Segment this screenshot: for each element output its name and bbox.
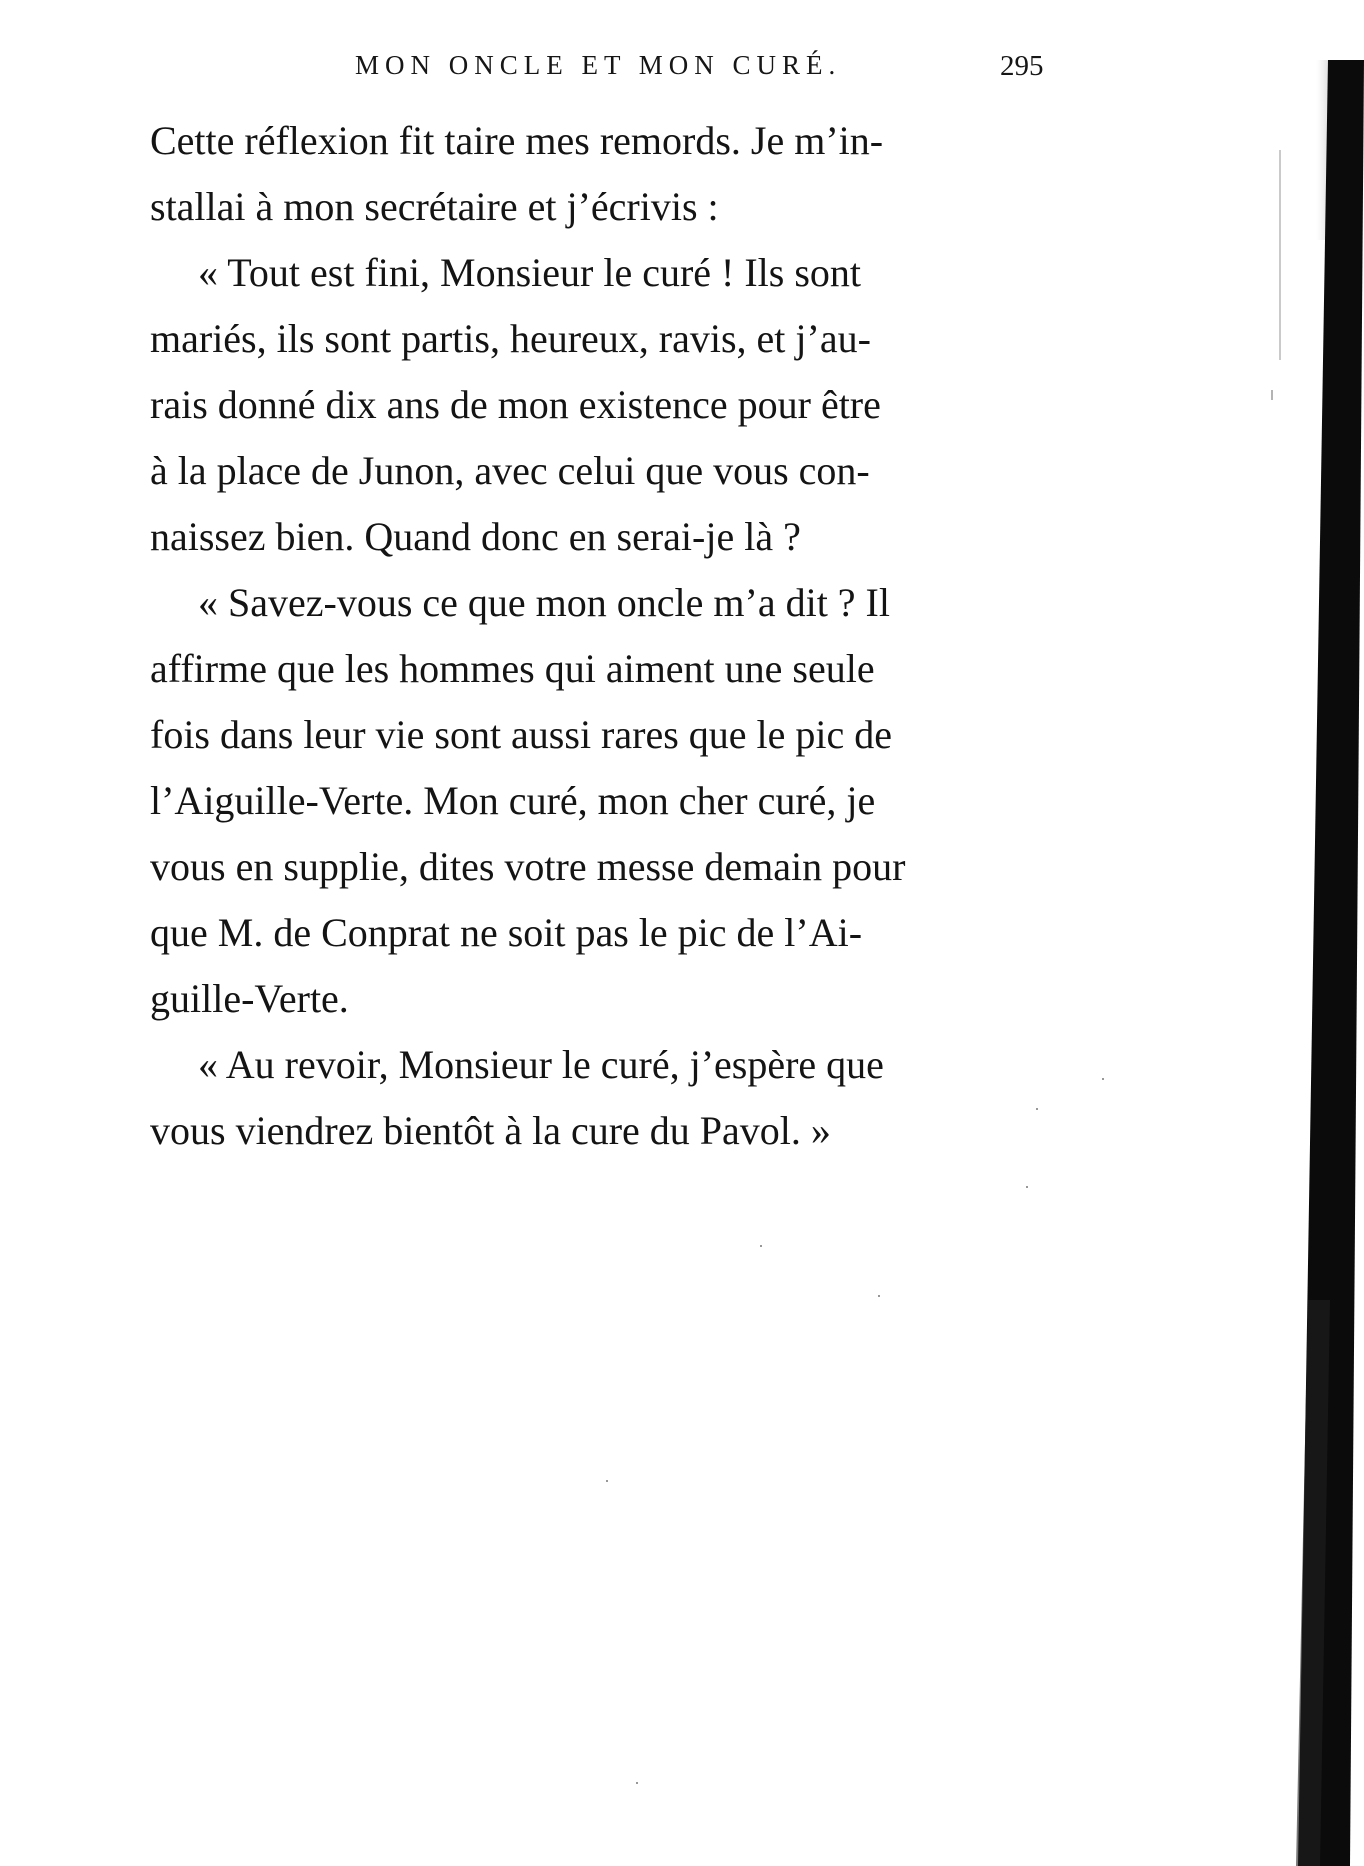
paragraph (150, 570, 1060, 1032)
text-line: stallai à mon secrétaire et j’écrivis : (150, 184, 719, 229)
text-line: fois dans leur vie sont aussi rares que le pic de (150, 712, 893, 757)
text-line: « Savez-vous ce que mon oncle m’a dit ? Il (198, 580, 890, 625)
paragraph (150, 108, 1060, 240)
text-line: « Tout est fini, Monsieur le curé ! Ils sont (198, 250, 862, 295)
body-text (150, 108, 1060, 1164)
text-line: Cette réflexion fit taire mes remords. Je m’in- (150, 118, 884, 163)
text-line: l’Aiguille-Verte. Mon curé, mon cher curé, je (150, 778, 876, 823)
text-line: « Au revoir, Monsieur le curé, j’espère que (198, 1042, 884, 1087)
paper-speck (878, 1295, 880, 1297)
text-line: naissez bien. Quand donc en serai-je là ? (150, 514, 801, 559)
page-edge-shadow (1180, 0, 1364, 1866)
text-line: guille-Verte. (150, 976, 349, 1021)
text-line: vous en supplie, dites votre messe demain pour (150, 844, 906, 889)
paper-speck (1036, 1108, 1038, 1110)
text-line: vous viendrez bientôt à la cure du Pavol. » (150, 1108, 831, 1153)
page-number: 295 (1000, 50, 1044, 82)
text-line: affirme que les hommes qui aiment une seule (150, 646, 875, 691)
text-line: mariés, ils sont partis, heureux, ravis, et j’au- (150, 316, 871, 361)
paper-speck (1026, 1186, 1028, 1188)
paragraph (150, 1032, 1060, 1164)
paper-speck (760, 1245, 762, 1247)
text-line: que M. de Conprat ne soit pas le pic de l’Ai- (150, 910, 863, 955)
text-line: à la place de Junon, avec celui que vous con- (150, 448, 870, 493)
paper-speck (1102, 1078, 1104, 1080)
paper-speck (606, 1480, 608, 1482)
running-title: MON ONCLE ET MON CURÉ. (355, 50, 842, 80)
paragraph (150, 240, 1060, 570)
paper-speck (636, 1782, 638, 1784)
text-line: rais donné dix ans de mon existence pour être (150, 382, 881, 427)
